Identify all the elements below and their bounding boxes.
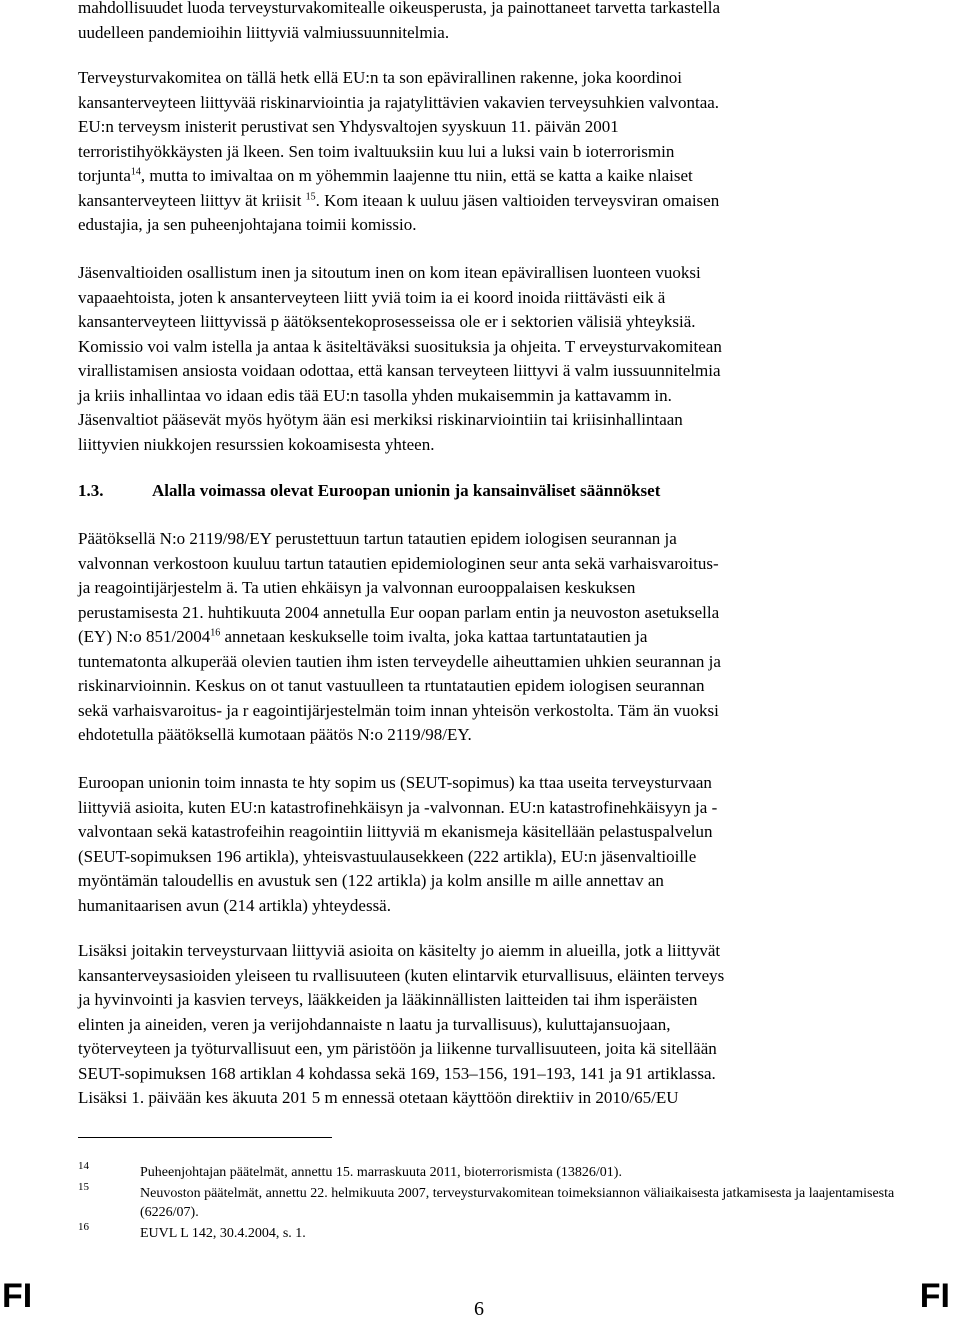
footnote: [78, 1160, 898, 1182]
text-line: työterveyteen ja työturvallisuut een, ym päristöön ja liikenne turvallisuuteen, joita kä sitellään: [78, 1039, 717, 1058]
text-line: EU:n terveysm inisterit perustivat sen Yhdysvaltojen syyskuun 11. päivän 2001: [78, 117, 619, 136]
text-line: [78, 625, 721, 650]
text-line: tuntematonta alkuperää olevien tautien ihm isten terveydelle aiheuttamien uhkien seurannan ja: [78, 651, 721, 671]
text-fragment: kansanterveyteen liittyv ät kriisit: [78, 190, 306, 210]
footnote-separator: [78, 1137, 332, 1138]
section-number: 1.3.: [78, 481, 104, 500]
text-line: terroristihyökkäysten jä lkeen. Sen toim ivaltuuksiin kuu lui a luksi vain b ioterrorismin: [78, 141, 675, 161]
text-line: virallistamisen ansiosta voidaan odottaa, että kansan terveyteen liittyvi ä valm iussuunnitelmia: [78, 361, 721, 380]
text-line: liittyviä asioita, kuten EU:n katastrofinehkäisyn ja -valvonnan. EU:n katastrofinehkäisyyn ja -: [78, 797, 718, 817]
footnote-mark: 14: [78, 1160, 89, 1172]
text-line: vapaaehtoista, joten k ansanterveyteen liitt yviä toim ia ei koord inoida riittävästi eik ä: [78, 287, 666, 307]
footnote: [78, 1221, 898, 1243]
text-line: (SEUT-sopimuksen 196 artikla), yhteisvastuulausekkeen (222 artikla), EU:n jäsenvaltioille: [78, 846, 697, 866]
text-line: Euroopan unionin toim innasta te hty sopim us (SEUT-sopimus) ka ttaa useita terveysturvaan: [78, 773, 712, 792]
text-line: [78, 164, 719, 189]
text-line: elinten ja aineiden, veren ja verijohdannaiste n laatu ja turvallisuus), kuluttajansuojaan,: [78, 1014, 671, 1034]
text-line: kansanterveysasioiden yleiseen tu rvallisuuteen (kuten elintarvik eturvallisuus, eläinten terveys: [78, 965, 725, 985]
text-fragment: . Kom iteaan k uuluu jäsen valtioiden terveysviran omaisen: [315, 190, 720, 210]
footnote-ref-16[interactable]: 16: [210, 627, 221, 639]
text-line: Terveysturvakomitea on tällä hetk ellä EU:n ta son epävirallinen rakenne, joka koordinoi: [78, 68, 682, 87]
text-line: myöntämän taloudellis en avustuk sen (122 artikla) ja kolm ansille m aille annettav an: [78, 871, 664, 890]
section-title: Alalla voimassa olevat Euroopan unionin ja kansainväliset säännökset: [152, 481, 661, 500]
section-heading: [78, 481, 660, 501]
text-line: Komissio voi valm istella ja antaa k äsiteltäväksi suosituksia ja ohjeita. T erveysturvakomitean: [78, 336, 722, 356]
text-line: ja hyvinvointi ja kasvien terveys, lääkkeiden ja lääkinnällisten laitteiden tai ihm isperäisten: [78, 990, 698, 1009]
text-line: valvonnan verkostoon kuuluu tartun tatautien epidemiologinen seur anta sekä varhaisvaroitus-: [78, 553, 719, 573]
text-line: Päätöksellä N:o 2119/98/EY perustettuun tartun tatautien epidem iologisen seurannan ja: [78, 529, 677, 548]
text-line: humanitaarisen avun (214 artikla) yhteydessä.: [78, 895, 391, 915]
text-line: edustajia, ja sen puheenjohtajana toimii komissio.: [78, 215, 417, 234]
text-line: mahdollisuudet luoda terveysturvakomitealle oikeusperusta, ja painottaneet tarvetta tarkastella: [78, 0, 720, 17]
footnote-ref-15[interactable]: 15: [305, 190, 316, 202]
text-line: liittyvien niukkojen resurssien kokoamisesta yhteen.: [78, 434, 435, 454]
text-line: Jäsenvaltiot pääsevät myös hyötym ään esi merkiksi riskinarviointiin tai kriisinhallintaan: [78, 410, 683, 429]
text-line: perustamisesta 21. huhtikuuta 2004 annetulla Eur oopan parlam entin ja neuvoston asetuksella: [78, 602, 720, 622]
text-line: [78, 189, 719, 214]
footnote-ref-14[interactable]: 14: [130, 166, 141, 178]
text-line: uudelleen pandemioihin liittyviä valmiussuunnitelmia.: [78, 22, 450, 42]
text-line: kansanterveyteen liittyvissä p äätöksentekoprosesseissa ole er i sektorien välisiä yhteyksiä.: [78, 312, 696, 331]
language-code-left: FI: [2, 1277, 33, 1315]
text-fragment: , mutta to imivaltaa on m yöhemmin laajenne ttu niin, että se katta a kaike nlaiset: [140, 166, 693, 185]
footnote-mark: 16: [78, 1221, 89, 1233]
footnote-mark: 15: [78, 1181, 89, 1193]
language-code-right: FI: [919, 1277, 950, 1315]
text-fragment: annetaan keskukselle toim ivalta, joka kattaa tartuntatautien ja: [220, 627, 648, 646]
text-line: valvontaan sekä katastrofeihin reagointiin liittyviä m ekanismeja käsitellään pelastuspalvelun: [78, 822, 713, 841]
footnote-text: Puheenjohtajan päätelmät, annettu 15. marraskuuta 2011, bioterrorismista (13826/01).: [140, 1165, 622, 1180]
text-fragment: torjunta: [78, 166, 131, 185]
paragraph-member-states: [78, 261, 722, 457]
text-line: kansanterveyteen liittyvää riskinarviointia ja rajatylittävien vakavien terveysuhkien valvontaa.: [78, 92, 720, 112]
footnotes: [78, 1160, 898, 1243]
page-number: 6: [474, 1298, 484, 1320]
paragraph-intro-continued: [78, 0, 720, 45]
footnote-text: EUVL L 142, 30.4.2004, s. 1.: [140, 1226, 306, 1241]
footnote-text: Neuvoston päätelmät, annettu 22. helmikuuta 2007, terveysturvakomitean toimeksiannon väliaikaisesta jatkamisesta ja laajentamisesta (6226/07).: [140, 1186, 895, 1220]
paragraph-decision: [78, 527, 721, 748]
text-line: riskinarvioinnin. Keskus on ot tanut vastuulleen ta rtuntatautien epidem iologisen seurannan: [78, 676, 705, 695]
text-line: Lisäksi joitakin terveysturvaan liittyviä asioita on käsitelty jo aiemm in alueilla, jotk a liittyvät: [78, 941, 721, 960]
footnote: [78, 1181, 898, 1222]
paragraph-tfeu: [78, 771, 717, 918]
text-line: sekä varhaisvaroitus- ja r eagointijärjestelmän toim innan yhteisön verkostolta. Täm än vuoksi: [78, 700, 719, 720]
paragraph-additional: [78, 939, 724, 1111]
text-line: ja reagointijärjestelm ä. Ta utien ehkäisyn ja valvonnan eurooppalaisen keskuksen: [78, 578, 636, 597]
text-line: SEUT-sopimuksen 168 artiklan 4 kohdassa sekä 169, 153–156, 191–193, 141 ja 91 artiklassa.: [78, 1063, 716, 1083]
paragraph-committee: [78, 66, 719, 238]
text-line: ehdotetulla päätöksellä kumotaan päätös N:o 2119/98/EY.: [78, 725, 472, 744]
text-fragment: (EY) N:o 851/2004: [78, 627, 211, 646]
text-line: ja kriis inhallintaa vo idaan edis tää EU:n tasolla yhden mukaisemmin ja kattavamm in.: [78, 385, 672, 405]
text-line: Lisäksi 1. päivään kes äkuuta 201 5 m ennessä otetaan käyttöön direktiiv in 2010/65/EU: [78, 1088, 679, 1107]
text-line: Jäsenvaltioiden osallistum inen ja sitoutum inen on kom itean epävirallisen luonteen vuoksi: [78, 263, 701, 282]
